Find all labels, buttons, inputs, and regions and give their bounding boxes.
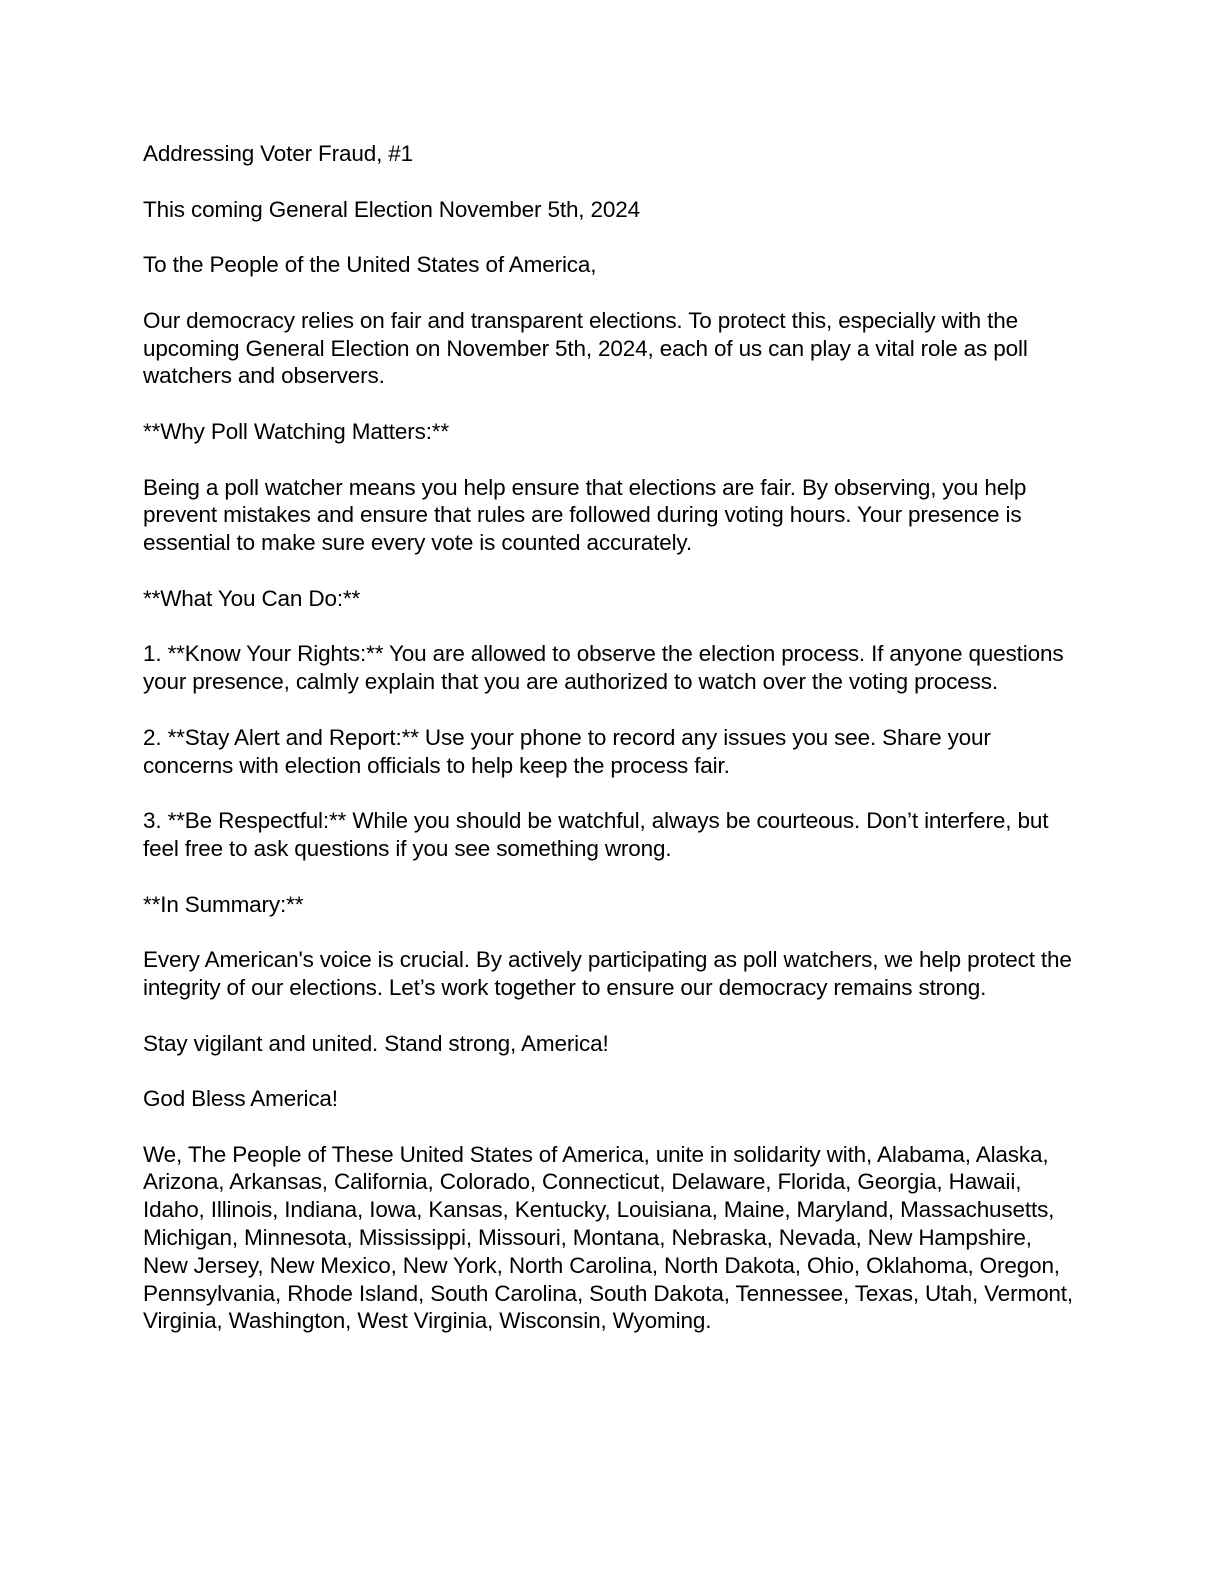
closing-line-1: Stay vigilant and united. Stand strong, America! xyxy=(143,1030,609,1056)
why-heading: **Why Poll Watching Matters:** xyxy=(143,418,450,444)
list-item-know-rights: 1. **Know Your Rights:** You are allowed to observe the election process. If anyone questions your presence, calmly explain that you are authorized to watch over the voting process. xyxy=(143,641,1064,695)
list-item-stay-alert: 2. **Stay Alert and Report:** Use your phone to record any issues you see. Share your concerns with election officials to help keep the process fair. xyxy=(143,724,991,778)
list-item-be-respectful: 3. **Be Respectful:** While you should be watchful, always be courteous. Don’t interfere, but feel free to ask questions if you see something wrong. xyxy=(143,808,1049,861)
why-paragraph: Being a poll watcher means you help ensure that elections are fair. By observing, you help prevent mistakes and ensure that rules are followed during voting hours. Your presence is essential to make sure every vote is counted accurately. xyxy=(143,474,1027,556)
intro-paragraph: Our democracy relies on fair and transparent elections. To protect this, especially with the upcoming General Election on November 5th, 2024, each of us can play a vital role as poll watchers and observers. xyxy=(143,307,1028,389)
salutation: To the People of the United States of America, xyxy=(143,252,597,278)
what-heading: **What You Can Do:** xyxy=(143,585,361,611)
document-page xyxy=(143,140,1073,1363)
document-title: Addressing Voter Fraud, #1 xyxy=(143,141,414,166)
closing-line-2: God Bless America! xyxy=(143,1086,338,1112)
summary-heading: **In Summary:** xyxy=(143,891,304,917)
document-subtitle: This coming General Election November 5th, 2024 xyxy=(143,196,640,222)
solidarity-paragraph: We, The People of These United States of America, unite in solidarity with, Alabama, Alaska, Arizona, Arkansas, California, Colorado, Connecticut, Delaware, Florida, Georgia, Hawaii, Idaho, Illinois, Indiana, Iowa, Kansas, Kentucky, Louisiana, Maine, Maryland, Massachusetts, Michigan, Minnesota, Mississippi, Missouri, Montana, Nebraska, Nevada, New Hampshire, New Jersey, New Mexico, New York, North Carolina, North Dakota, Ohio, Oklahoma, Oregon, Pennsylvania, Rhode Island, South Carolina, South Dakota, Tennessee, Texas, Utah, Vermont, Virginia, Washington, West Virginia, Wisconsin, Wyoming. xyxy=(143,1141,1073,1334)
summary-paragraph: Every American's voice is crucial. By actively participating as poll watchers, we help protect the integrity of our elections. Let’s work together to ensure our democracy remains strong. xyxy=(143,947,1072,1000)
